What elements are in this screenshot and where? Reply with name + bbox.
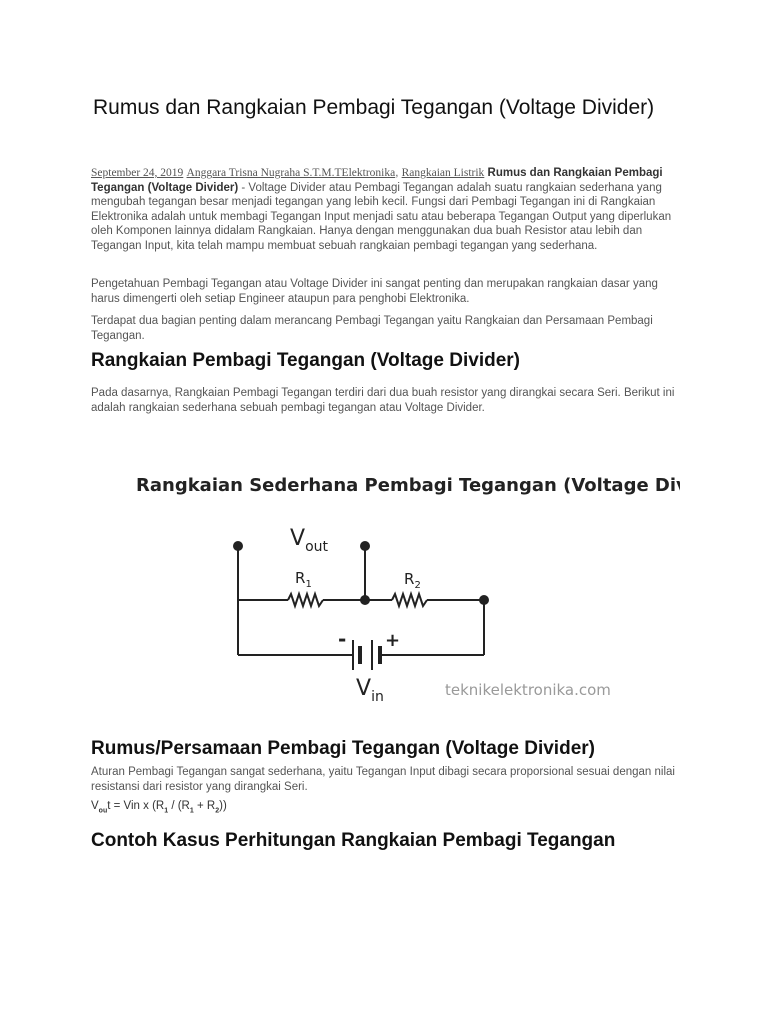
article-title: Rumus dan Rangkaian Pembagi Tegangan (Voltage Divider) — [93, 96, 655, 119]
voltage-divider-formula: $V_{ou}t$ = Vin x $(R_1 / (R_1 + R_2))$ — [91, 800, 227, 815]
author-link[interactable]: Anggara Trisna Nugraha S.T.M.T — [186, 167, 342, 179]
section-text-formula: Aturan Pembagi Tegangan sangat sederhana, yaitu Tegangan Input dibagi secara proporsional sesuai dengan nilai resistansi dari resistor yang dirangkai Seri. — [91, 766, 675, 793]
battery-symbol — [353, 640, 380, 670]
vin-label: $V_{in}$ — [356, 676, 384, 705]
battery-minus-label: - — [338, 627, 347, 651]
voltage-divider-circuit-diagram — [120, 462, 680, 712]
figure-watermark: teknikelektronika.com — [445, 681, 611, 699]
circuit-nodes — [233, 541, 489, 605]
lead-bold-text: Rumus dan Rangkaian Pembagi Tegangan (Voltage Divider) — [91, 167, 663, 194]
category-separator: , — [395, 167, 402, 179]
section-heading-formula: Rumus/Persamaan Pembagi Tegangan (Voltage Divider) — [91, 738, 595, 759]
paragraph-two-parts: Terdapat dua bagian penting dalam merancang Pembagi Tegangan yaitu Rangkaian dan Persamaan Pembagi Tegangan. — [91, 315, 653, 342]
section-text-circuit: Pada dasarnya, Rangkaian Pembagi Tegangan terdiri dari dua buah resistor yang dirangkai secara Seri. Berikut ini adalah rangkaian sederhana sebuah pembagi tegangan atau Voltage Divider. — [91, 387, 675, 414]
figure-caption: Rangkaian Sederhana Pembagi Tegangan (Voltage Divider) — [136, 475, 680, 496]
category-link-rangkaian-listrik[interactable]: Rangkaian Listrik — [401, 167, 485, 179]
paragraph-importance: Pengetahuan Pembagi Tegangan atau Voltage Divider ini sangat penting dan merupakan rangkaian dasar yang harus dimengerti oleh setiap Engineer ataupun para penghobi Elektronika. — [91, 278, 658, 305]
category-link-elektronika[interactable]: Elektronika — [341, 167, 396, 179]
r2-label: $R_2$ — [404, 570, 421, 591]
voltage-divider-figure — [120, 462, 680, 712]
section-heading-example: Contoh Kasus Perhitungan Rangkaian Pembagi Tegangan — [91, 830, 616, 851]
intro-text: - Voltage Divider atau Pembagi Tegangan adalah suatu rangkaian sederhana yang mengubah tegangan besar menjadi tegangan yang lebih kecil. Fungsi dari Pembagi Tegangan ini di Rangkaian Elektronika adalah untuk membagi Tegangan Input menjadi satu atau beberapa Tegangan Output yang diperlukan oleh Komponen lainnya didalam Rangkaian. Hanya dengan menggunakan dua buah Resistor atau lebih dan Tegangan Input, kita telah mampu membuat sebuah rangkaian pembagi tegangan yang sederhana. — [91, 181, 672, 252]
battery-plus-label: + — [385, 630, 401, 651]
section-heading-circuit: Rangkaian Pembagi Tegangan (Voltage Divider) — [91, 350, 520, 371]
intro-paragraph — [91, 166, 681, 254]
vout-label: $V_{out}$ — [290, 526, 328, 555]
r1-label: $R_1$ — [295, 569, 312, 590]
post-date-link[interactable]: September 24, 2019 — [91, 167, 184, 179]
